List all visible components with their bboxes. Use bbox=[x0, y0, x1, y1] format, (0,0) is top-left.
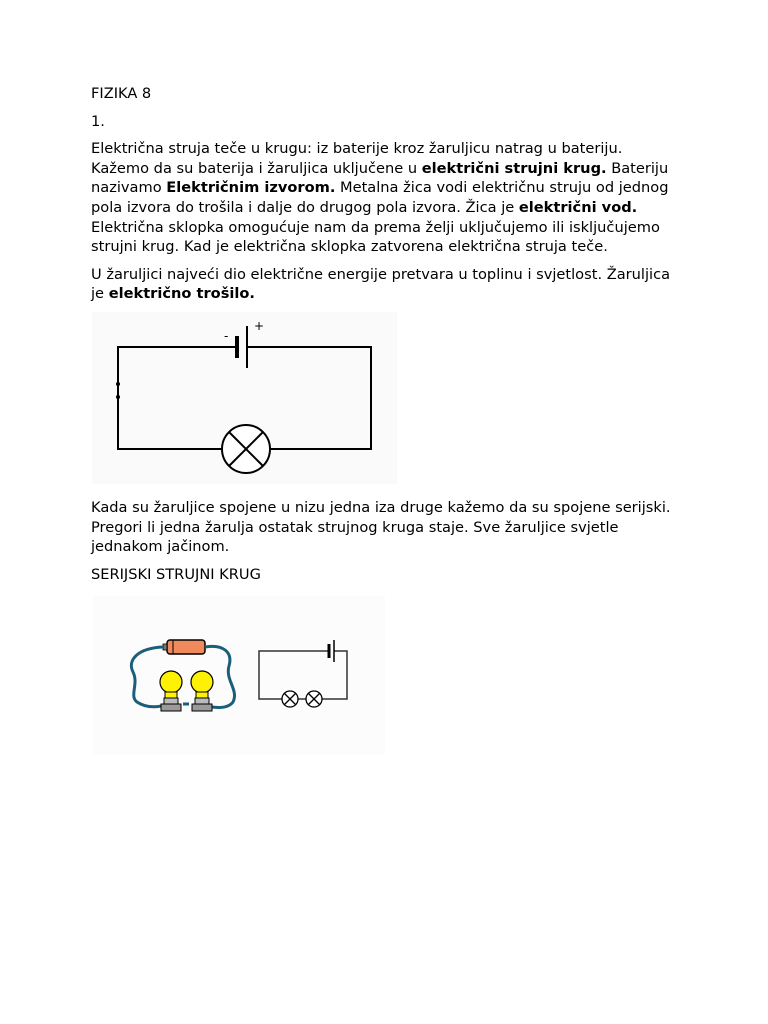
text-run: Električna struja teče u krugu: iz baterije kroz žaruljicu natrag u bateriju. Kažemo da su baterija i žaruljica uključene u bbox=[91, 140, 623, 177]
term-electric-wire: električni vod. bbox=[518, 198, 638, 216]
text-run: U žaruljici najveći dio električne energije pretvara u toplinu i svjetlost. Žaruljica je bbox=[91, 265, 671, 303]
term-electric-circuit: električni strujni krug. bbox=[421, 159, 607, 177]
battery-plus-label: + bbox=[254, 318, 265, 333]
term-electric-consumer: električno trošilo. bbox=[108, 285, 255, 303]
paragraph-electric-circuit bbox=[91, 139, 681, 257]
text-run: Metalna žica vodi električnu struju od jednog pola izvora do trošila i dalje do drugog pola izvora. Žica je bbox=[91, 179, 669, 216]
circuit-diagram-simple bbox=[92, 312, 397, 484]
document-page bbox=[91, 84, 681, 754]
switch-contact bbox=[116, 382, 120, 386]
heading-series-circuit: SERIJSKI STRUJNI KRUG bbox=[91, 565, 261, 583]
paragraph-series: Kada su žaruljice spojene u nizu jedna iza druge kažemo da su spojene serijski. Pregori li jedna žarulja ostatak strujnog kruga staje. Sve žaruljice svjetle jednakom jačinom. bbox=[91, 498, 671, 556]
text-run: Bateriju nazivamo bbox=[91, 159, 669, 197]
switch-contact bbox=[116, 395, 120, 399]
section-number: 1. bbox=[91, 112, 105, 130]
battery-icon bbox=[163, 640, 205, 654]
text-run: Električna sklopka omogućuje nam da prema želji uključujemo ili isključujemo strujni krug. Kad je električna sklopka zatvorena električna struja teče. bbox=[91, 218, 660, 256]
term-electric-source: Električnim izvorom. bbox=[166, 179, 336, 197]
lamp-symbol-icon bbox=[222, 425, 270, 473]
lamp-symbol-icon bbox=[306, 691, 322, 707]
doc-title: FIZIKA 8 bbox=[91, 85, 152, 102]
paragraph-bulb bbox=[91, 265, 681, 304]
series-circuit-illustration bbox=[93, 596, 385, 754]
lamp-symbol-icon bbox=[282, 691, 298, 707]
battery-minus-label: - bbox=[224, 328, 229, 343]
